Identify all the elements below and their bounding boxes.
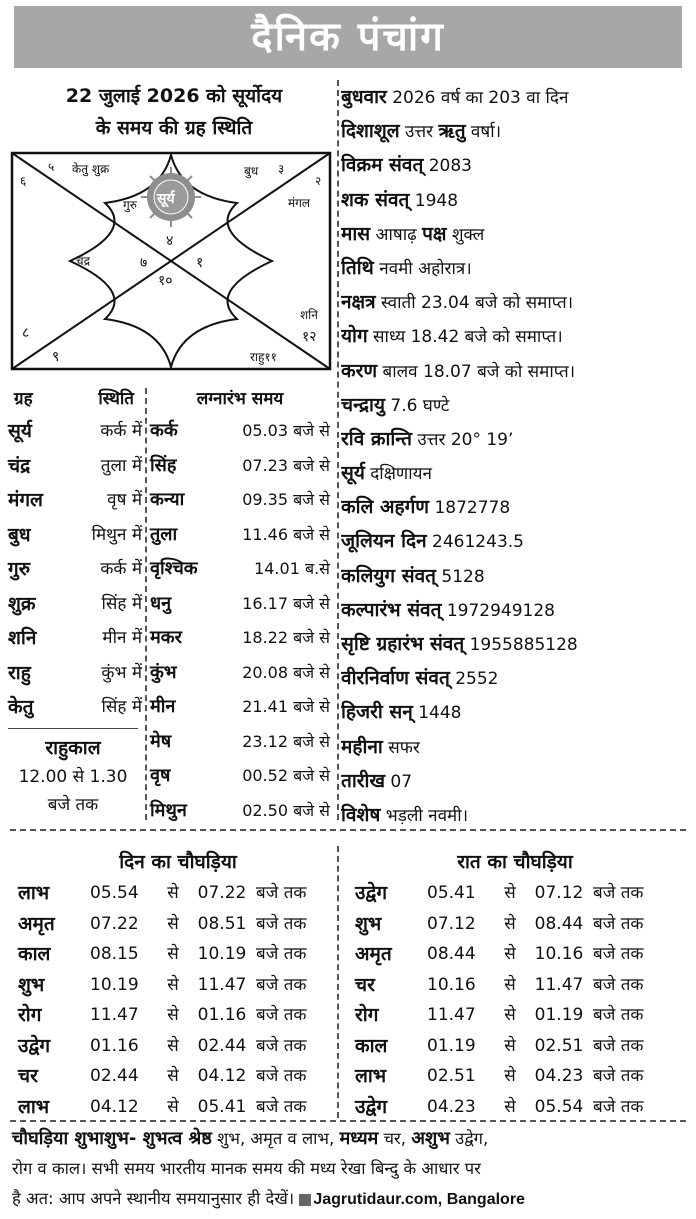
info-key: तारीख [341,769,385,792]
chog-end: 01.19 [534,1005,584,1025]
chog-start: 05.54 [90,883,139,903]
graha-name: गुरु [8,558,31,580]
label-n3: ३ [278,162,285,176]
chog-start: 05.41 [427,883,476,903]
chog-se: से [504,913,516,934]
chog-tak: बजे तक [256,883,307,903]
lagna-time: 05.03 बजे से [242,421,330,440]
raat-choghadiya-title: रात का चौघड़िया [457,851,573,873]
chog-tak: बजे तक [593,1066,644,1086]
table-row [355,1000,675,1031]
info-key: चन्द्रायु [341,393,385,416]
label-n12: १२ [302,329,317,345]
graha-pos: सिंह में [101,697,142,717]
raat-choghadiya [355,846,675,1122]
table-row [18,1000,338,1031]
chog-se: से [504,1066,516,1086]
chog-end: 08.44 [534,913,584,934]
chog-name: शुभ [355,912,382,935]
chog-start: 11.47 [90,1005,139,1025]
chog-end: 11.47 [197,974,247,995]
graha-name: शुक्र [8,592,36,615]
footer-bold1: चौघड़िया शुभाशुभ- शुभत्व श्रेष्ठ [12,1128,212,1149]
chog-se: से [504,1005,516,1025]
graha-name: मंगल [8,489,43,511]
table-row [150,518,330,553]
graha-name: सूर्य [8,420,32,442]
chog-se: से [167,1096,179,1117]
chog-tak: बजे तक [593,1005,644,1025]
chog-name: काल [18,943,51,965]
label-rahu11: राहु११ [250,350,277,364]
chog-se: से [167,1066,179,1086]
chog-name: अमृत [18,912,55,935]
footer-line2: रोग व काल। सभी समय भारतीय मानक समय की मध्य रेखा बिन्दु के आधार पर [12,1159,481,1178]
chog-se: से [167,944,179,964]
table-row [150,690,330,725]
rahukaal-time: 12.00 से 1.30 [18,767,128,787]
info-value: भड़ली नवमी। [380,805,469,826]
info-value: 2552 [449,669,499,690]
chog-tak: बजे तक [593,944,644,964]
info-line [341,183,686,217]
table-row [8,587,142,622]
graha-pos: वृष में [107,490,142,510]
info-line [341,148,686,182]
chog-start: 04.23 [427,1096,476,1117]
info-key: विक्रम संवत् [341,154,424,177]
lagna-time: 00.52 बजे से [242,766,330,785]
lagna-time: 11.46 बजे से [242,524,330,544]
chog-tak: बजे तक [256,974,307,995]
table-row [150,483,330,518]
info-line [341,695,686,729]
chog-start: 07.12 [427,913,476,934]
chog-end: 04.23 [534,1066,584,1086]
chog-name: काल [355,1034,388,1057]
page-title: दैनिक पंचांग [251,14,445,60]
chog-tak: बजे तक [256,1035,307,1056]
table-row [18,909,338,940]
info-key: सृष्टि ग्रहारंभ संवत् [341,633,465,655]
table-row [150,656,330,691]
chog-start: 02.44 [90,1066,139,1086]
table-row [150,414,330,449]
info-key: शक संवत् [341,188,410,211]
chog-se: से [504,883,516,903]
title-bar [14,6,682,68]
chog-name: उद्वेग [18,1034,51,1057]
label-n6: ६ [20,174,27,188]
chog-se: से [167,1005,179,1025]
info-line [341,524,686,558]
info-key: नक्षत्र [341,291,376,314]
chog-tak: बजे तक [256,1096,307,1117]
label-budh: बुध [244,164,259,178]
footer-bold2: मध्यम [339,1128,379,1149]
table-row [150,794,330,829]
graha-pos: मिथुन में [91,524,142,545]
lagna-time: 21.41 बजे से [242,697,330,716]
info-value: 1948 [409,190,459,211]
info-value: 7.6 घण्टे [384,395,450,416]
chog-name: चर [355,973,375,996]
info-key: वीरनिर्वाण संवत् [341,667,450,690]
chog-start: 02.51 [427,1066,476,1086]
lagna-time: 20.08 बजे से [242,662,330,682]
divider-vertical-main [337,80,339,820]
lagna-rashi: मेष [150,730,172,752]
chog-start: 04.12 [90,1096,139,1117]
chog-end: 05.41 [197,1096,247,1117]
info-value: उत्तर [399,122,439,143]
info-key: रवि क्रान्ति [341,427,412,450]
brand-credit: Jagrutidaur.com, Bangalore [313,1191,525,1208]
lagna-rashi: धनु [150,592,172,614]
lagna-time: 18.22 बजे से [242,628,330,647]
chog-end: 10.19 [197,944,247,964]
info-key-2: ऋतु [438,120,466,143]
info-line [341,422,686,456]
lagna-rashi: कर्क [150,420,178,441]
rahukaal-title: राहुकाल [45,737,101,759]
info-key: बुधवार [341,86,387,108]
lagna-time: 09.35 बजे से [242,490,330,509]
graha-header [8,384,142,414]
lagna-rashi: वृश्चिक [150,558,198,579]
lagna-rashi: सिंह [150,454,177,476]
info-value-2: शुक्ल [446,224,485,245]
graha-header-left: ग्रह [14,389,33,409]
info-value: 5128 [435,566,485,587]
label-n2: २ [315,174,322,188]
chart-heading-line1: 22 जुलाई 2026 को सूर्योदय [65,85,283,107]
table-row [8,656,142,691]
info-line [341,559,686,593]
label-mangal: मंगल [288,196,311,210]
table-row [8,518,142,553]
chog-se: से [504,1035,516,1056]
graha-pos: कुंभ में [101,662,142,683]
info-value: 2083 [423,156,472,177]
info-value: 1972949128 [441,600,556,621]
lagna-rashi: कुंभ [150,661,177,683]
info-value: स्वाती 23.04 बजे को समाप्त। [375,293,574,314]
lagna-time: 14.01 ब.से [254,559,330,578]
info-value: बालव 18.07 बजे को समाप्त। [377,361,576,382]
graha-name: बुध [8,523,31,546]
label-n7: ७ [140,255,148,271]
info-value: दक्षिणायन [364,464,432,485]
table-row [8,414,142,449]
chog-se: से [167,913,179,934]
lagna-time: 16.17 बजे से [242,593,330,613]
info-value: साध्य 18.42 बजे को समाप्त। [367,327,563,348]
divider-rahukaal [8,728,138,729]
chog-end: 08.51 [197,913,247,934]
table-row [150,587,330,622]
din-choghadiya [18,846,338,1122]
graha-pos: कर्क में [100,421,142,441]
label-n10: १० [158,273,173,289]
footer-bold3: अशुभ [411,1128,450,1149]
table-row [150,725,330,760]
info-line [341,114,686,148]
label-guru: गुरु [123,198,137,212]
table-row [8,483,142,518]
info-line [341,285,686,319]
info-value: 1872778 [429,498,511,519]
info-value: आषाढ़ [370,224,423,245]
divider-vertical-tables [145,388,147,820]
chog-start: 10.16 [427,974,476,995]
info-value: सफर [382,737,420,758]
chog-name: लाभ [18,882,50,904]
info-value-2: वर्षा। [465,122,502,143]
lagna-rashi: कन्या [150,489,185,510]
table-row [18,970,338,1001]
label-n5: ५ [48,160,55,174]
label-surya: सूर्य [157,191,175,207]
info-line [341,217,686,251]
info-key: तिथि [341,256,374,279]
table-row [150,621,330,656]
graha-name: केतु [8,696,34,718]
footer-line3-text: है अत: आप अपने स्थानीय समयानुसार ही देखें। [12,1189,295,1208]
table-row [355,909,675,940]
info-key: सूर्य [341,462,365,485]
table-row [150,552,330,587]
graha-pos: मीन में [102,628,142,648]
info-value: नवमी अहोरात्र। [373,258,472,279]
label-ketu-shukra: केतु शुक्र [72,162,110,176]
chog-name: रोग [355,1004,379,1026]
chog-se: से [504,944,516,964]
table-row [355,970,675,1001]
chog-start: 08.44 [427,944,476,964]
table-row [8,552,142,587]
graha-sthiti-table [8,384,142,725]
graha-name: चंद्र [8,454,31,477]
info-line [341,456,686,490]
info-value: 1448 [412,703,462,724]
info-value: 2461243.5 [426,532,524,553]
chog-tak: बजे तक [593,1096,644,1117]
info-key: कलि अहर्गण [341,496,430,519]
info-line [341,764,686,798]
info-value: उत्तर 20° 19’ [412,429,514,450]
table-row [355,939,675,970]
info-key: योग [341,325,368,348]
chog-end: 02.51 [534,1035,584,1056]
graha-pos: तुला में [100,455,142,476]
info-key: विशेष [341,803,381,826]
square-bullet-icon [299,1194,311,1206]
chog-start: 11.47 [427,1005,476,1025]
footer-line1 [12,1124,688,1154]
info-line [341,319,686,353]
kundli-chart [10,151,332,371]
chog-start: 08.15 [90,944,139,964]
info-key: हिजरी सन् [341,701,413,724]
chog-end: 04.12 [197,1066,247,1086]
table-row [355,1092,675,1123]
chog-se: से [167,883,179,903]
chog-se: से [504,1096,516,1117]
info-line [341,593,686,627]
chog-name: लाभ [18,1095,50,1118]
table-row [18,939,338,970]
lagna-time: 02.50 बजे से [242,800,330,820]
table-row [150,759,330,794]
lagnarambh-table [150,384,330,828]
table-row [18,878,338,909]
info-line [341,80,686,114]
footer-text1: शुभ, अमृत व लाभ, [211,1129,340,1148]
info-key: करण [341,359,378,382]
chog-start: 10.19 [90,974,139,995]
chog-end: 11.47 [534,974,584,995]
graha-header-right: स्थिति [98,389,134,409]
chog-tak: बजे तक [593,974,644,995]
chog-se: से [167,1035,179,1056]
lagna-rashi: मिथुन [150,799,187,821]
chog-name: अमृत [355,943,392,965]
chog-end: 01.16 [197,1005,247,1025]
table-row [18,1092,338,1123]
chog-se: से [167,974,179,995]
table-row [8,690,142,725]
chog-end: 02.44 [197,1035,247,1056]
graha-name: शनि [8,627,37,649]
info-key-2: पक्ष [422,222,447,245]
table-row [355,878,675,909]
info-line [341,490,686,524]
chog-name: उद्वेग [355,1095,388,1118]
din-choghadiya-title: दिन का चौघड़िया [119,851,237,873]
info-key: दिशाशूल [341,120,400,143]
table-row [18,1061,338,1092]
chog-tak: बजे तक [256,1005,307,1025]
table-row [355,1061,675,1092]
lagna-time: 07.23 बजे से [242,455,330,475]
footer-line3 [12,1184,688,1215]
table-row [8,621,142,656]
info-key: कल्पारंभ संवत् [341,598,442,621]
footer-text3: उद्वेग, [449,1129,489,1148]
chog-start: 01.19 [427,1035,476,1056]
info-line [341,730,686,764]
lagna-rashi: मीन [150,696,176,717]
chog-se: से [504,974,516,995]
lagna-rashi: वृष [150,765,171,786]
panchang-info [341,80,686,832]
info-key: मास [341,222,371,245]
chog-tak: बजे तक [593,913,644,934]
graha-pos: सिंह में [101,593,142,614]
info-key: कलियुग संवत् [341,564,436,587]
footer-note [12,1124,688,1215]
table-row [355,1031,675,1062]
rahukaal-box [8,733,138,819]
chog-tak: बजे तक [593,883,644,903]
graha-name: राहु [8,661,31,684]
lagna-rashi: मकर [150,627,182,648]
info-line [341,798,686,832]
chog-end: 05.54 [534,1096,584,1117]
table-row [150,449,330,484]
chog-name: उद्वेग [355,882,388,904]
lagna-rashi: तुला [150,523,178,545]
graha-pos: कर्क में [100,559,142,579]
label-chandra: चंद्र [76,254,90,268]
label-n8: ८ [22,325,30,341]
info-line [341,251,686,285]
chog-start: 07.22 [90,913,139,934]
chog-start: 01.16 [90,1035,139,1056]
chog-name: लाभ [355,1065,387,1087]
chart-heading-line2: के समय की ग्रह स्थिति [95,117,253,139]
info-key: महीना [341,735,383,758]
table-row [8,449,142,484]
label-shani: शनि [300,308,318,322]
label-n9: ९ [52,349,60,365]
chog-name: चर [18,1065,38,1087]
chart-heading [14,80,334,144]
info-line [341,354,686,388]
rahukaal-suffix: बजे तक [47,795,99,815]
lagna-header: लग्नारंभ समय [196,389,284,409]
info-value: 2026 वर्ष का 203 वा दिन [386,88,569,108]
info-line [341,388,686,422]
chog-tak: बजे तक [256,1066,307,1086]
label-n4: ४ [166,233,174,249]
info-key: जूलियन दिन [341,530,427,553]
chog-tak: बजे तक [593,1035,644,1056]
chog-name: रोग [18,1004,42,1026]
info-value: 07 [385,771,413,792]
table-row [18,1031,338,1062]
footer-text2: चर, [378,1129,412,1148]
info-value: 1955885128 [464,635,578,655]
chog-end: 10.16 [534,944,584,964]
chog-end: 07.22 [197,883,247,903]
lagna-time: 23.12 बजे से [242,731,330,751]
label-n1: १ [196,255,204,271]
chog-tak: बजे तक [256,944,307,964]
chog-tak: बजे तक [256,913,307,934]
chog-end: 07.12 [534,883,584,903]
info-line [341,627,686,661]
info-line [341,661,686,695]
chog-name: शुभ [18,973,45,996]
